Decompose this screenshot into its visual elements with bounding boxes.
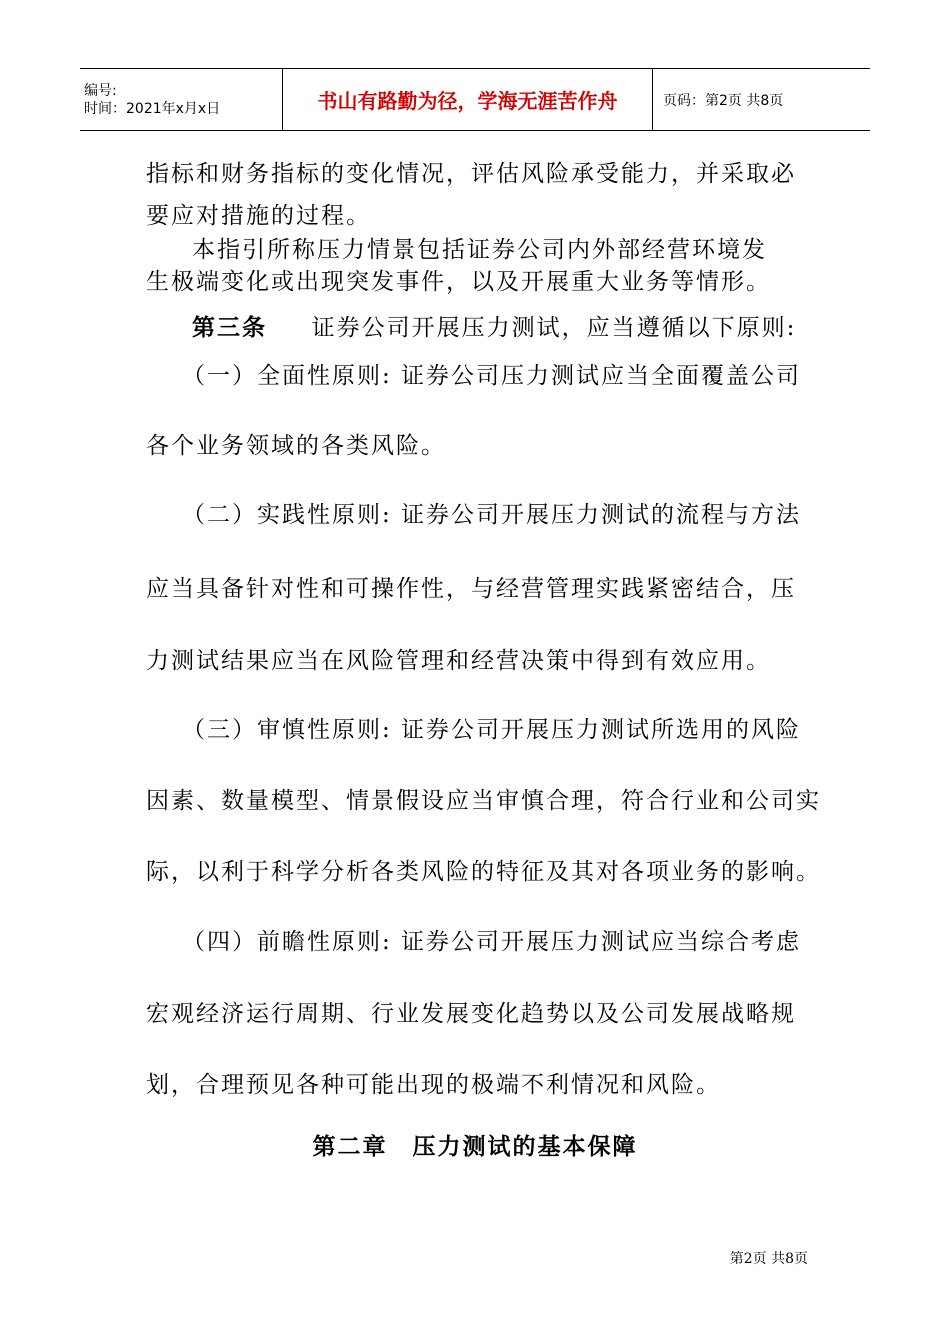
article-3-text: 证券公司开展压力测试，应当遵循以下原则: [311, 315, 797, 341]
header-meta [80, 69, 283, 130]
text-line: （一）全面性原则: 证券公司压力测试应当全面覆盖公司 [182, 363, 802, 389]
header-number-label: 编号: [84, 82, 117, 99]
text-line: 要应对措施的过程。 [146, 203, 371, 229]
article-3-label: 第三条 [192, 315, 267, 341]
header-motto-cell [283, 69, 653, 130]
text-line: 本指引所称压力情景包括证券公司内外部经营环境发 [192, 237, 767, 263]
article-3-line [192, 309, 796, 342]
footer-page-label: 第2页 共8页 [729, 1251, 808, 1267]
header-motto: 书山有路勤为径，学海无涯苦作舟 [317, 89, 618, 113]
text-line: 际，以利于科学分析各类风险的特征及其对各项业务的影响。 [146, 859, 821, 885]
text-line: 划，合理预见各种可能出现的极端不利情况和风险。 [146, 1072, 721, 1098]
chapter-heading: 第二章 压力测试的基本保障 [312, 1134, 638, 1160]
text-line: （四）前瞻性原则: 证券公司开展压力测试应当综合考虑 [182, 929, 802, 955]
text-line: 各个业务领域的各类风险。 [146, 433, 446, 459]
header-page-label: 页码：第2页 共8页 [663, 92, 784, 109]
text-line: 指标和财务指标的变化情况，评估风险承受能力，并采取必 [146, 161, 796, 187]
text-line: 因素、数量模型、情景假设应当审慎合理，符合行业和公司实 [146, 788, 821, 814]
text-line: 宏观经济运行周期、行业发展变化趋势以及公司发展战略规 [146, 1001, 796, 1027]
text-line: （二）实践性原则: 证券公司开展压力测试的流程与方法 [182, 502, 802, 528]
header-time-label: 时间：2021年x月x日 [84, 100, 221, 117]
header-page-cell [653, 69, 870, 130]
text-line: 应当具备针对性和可操作性，与经营管理实践紧密结合，压 [146, 576, 796, 602]
text-line: （三）审慎性原则: 证券公司开展压力测试所选用的风险 [182, 717, 802, 743]
page-header [80, 68, 870, 131]
page-footer [730, 1248, 808, 1268]
text-line: 力测试结果应当在风险管理和经营决策中得到有效应用。 [146, 648, 771, 674]
text-line: 生极端变化或出现突发事件，以及开展重大业务等情形。 [146, 269, 771, 295]
